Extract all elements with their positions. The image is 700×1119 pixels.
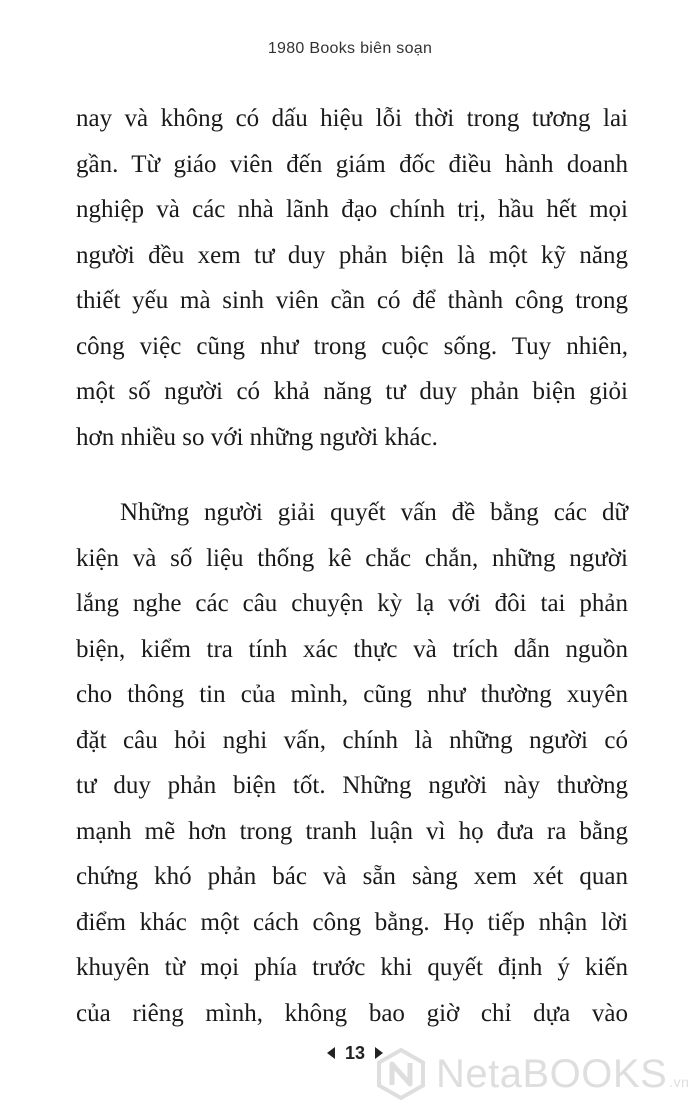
text-line: lắng nghe các câu chuyện kỳ lạ với đôi tai phản <box>76 590 628 617</box>
running-header: 1980 Books biên soạn <box>267 40 433 57</box>
text-line: nay và không có dấu hiệu lỗi thời trong tương lai <box>76 105 628 132</box>
paragraph-1 <box>76 96 628 460</box>
text-line: biện, kiểm tra tính xác thực và trích dẫn nguồn <box>76 635 628 663</box>
paragraph-2 <box>76 490 628 1036</box>
watermark <box>374 1044 694 1104</box>
text-line: người đều xem tư duy phản biện là một kỹ năng <box>76 241 628 269</box>
text-line: gần. Từ giáo viên đến giám đốc điều hành doanh <box>76 150 628 178</box>
triangle-left-icon <box>327 1047 335 1059</box>
text-line: hơn nhiều so với những người khác. <box>76 423 438 451</box>
text-line: cho thông tin của mình, cũng như thường xuyên <box>76 681 628 708</box>
text-line: công việc cũng như trong cuộc sống. Tuy nhiên, <box>76 332 628 360</box>
text-line: mạnh mẽ hơn trong tranh luận vì họ đưa ra bằng <box>76 817 628 845</box>
text-line: khuyên từ mọi phía trước khi quyết định ý kiến <box>76 954 628 981</box>
text-line: kiện và số liệu thống kê chắc chắn, những người <box>76 544 628 572</box>
text-line: chứng khó phản bác và sẵn sàng xem xét quan <box>76 863 628 890</box>
paragraph-spacer <box>76 460 628 490</box>
text-line: thiết yếu mà sinh viên cần có để thành công trong <box>76 287 628 314</box>
page-number <box>310 1040 400 1066</box>
triangle-right-icon <box>375 1047 383 1059</box>
watermark-brand: NetaBOOKS .vn <box>436 1051 690 1096</box>
text-line: tư duy phản biện tốt. Những người này thường <box>76 772 628 799</box>
body-text <box>76 96 628 1036</box>
text-line: nghiệp và các nhà lãnh đạo chính trị, hầu hết mọi <box>76 196 628 223</box>
text-line: đặt câu hỏi nghi vấn, chính là những người có <box>76 726 628 754</box>
page-number-label: 13 <box>344 1042 366 1063</box>
text-line: của riêng mình, không bao giờ chỉ dựa vào <box>76 999 628 1027</box>
text-line: Những người giải quyết vấn đề bằng các dữ <box>120 499 628 526</box>
text-line: một số người có khả năng tư duy phản biện giỏi <box>76 378 628 405</box>
text-line: điểm khác một cách công bằng. Họ tiếp nhận lời <box>76 908 628 936</box>
